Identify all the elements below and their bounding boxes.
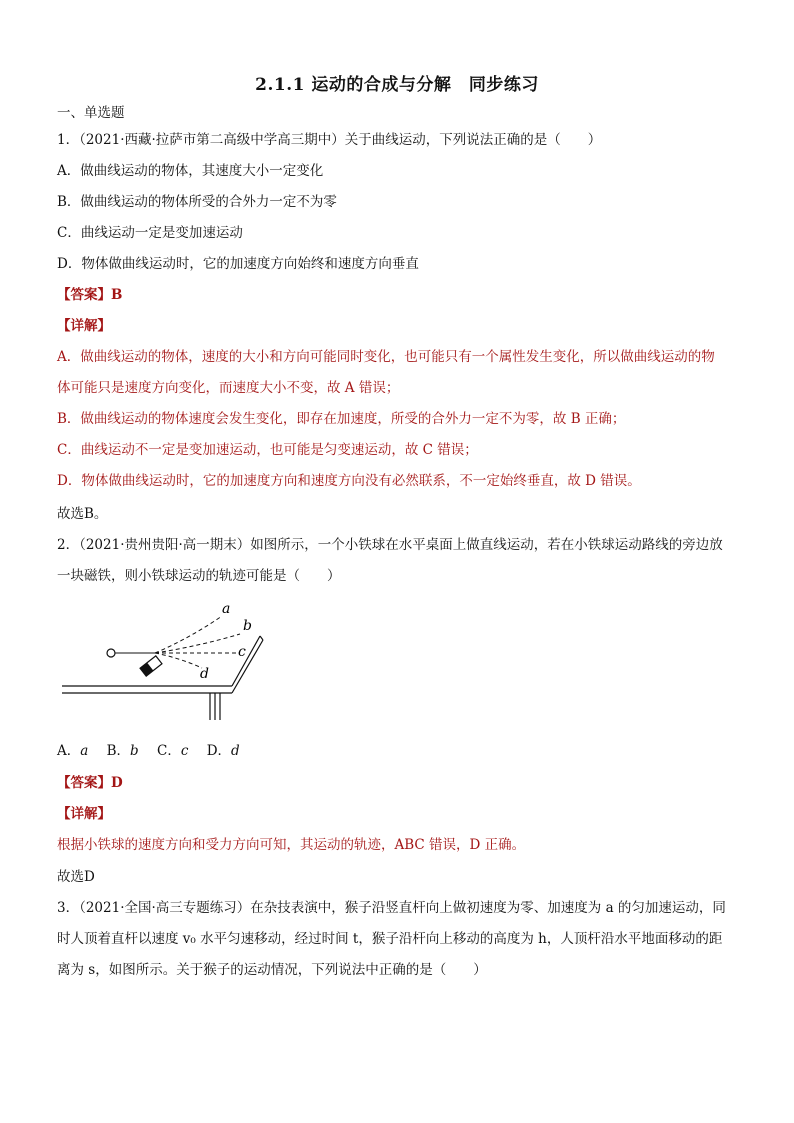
label-c: c (238, 644, 246, 660)
q2-stem-line: 一块磁铁，则小铁球运动的轨迹可能是（ ） (57, 568, 341, 584)
q1-explanation-line: C．曲线运动不一定是变加速运动，也可能是匀变速运动，故 C 错误； (57, 442, 478, 458)
label-b: b (243, 618, 252, 634)
q1-explanation-line: B．做曲线运动的物体速度会发生变化，即存在加速度，所受的合外力一定不为零，故 B 正确； (57, 411, 626, 427)
q3-stem-line: 离为 s，如图所示。关于猴子的运动情况，下列说法中正确的是（ ） (57, 962, 487, 978)
q1-detail-label: 【详解】 (57, 318, 111, 334)
table-magnet-figure (60, 598, 275, 723)
trajectory-d (155, 653, 202, 668)
label-a: a (222, 601, 231, 617)
magnet (140, 656, 162, 676)
q2-option-d: D．d (206, 743, 240, 759)
q1-conclusion: 故选B。 (57, 506, 108, 522)
label-d: d (200, 666, 209, 682)
section-heading: 一、单选题 (57, 105, 125, 121)
table-edge-side (232, 636, 260, 686)
q2-option-b: B．b (106, 743, 139, 759)
q1-answer: 【答案】B (57, 287, 123, 303)
q1-explanation-line: A．做曲线运动的物体，速度的大小和方向可能同时变化，也可能只有一个属性发生变化，所以做曲线运动的物 (57, 349, 715, 365)
q1-option-a: A．做曲线运动的物体，其速度大小一定变化 (57, 163, 324, 179)
q2-conclusion: 故选D (57, 869, 95, 885)
q3-stem-line: 时人顶着直杆以速度 v₀ 水平匀速移动，经过时间 t，猴子沿杆向上移动的高度为 h，人顶杆沿水平地面移动的距 (57, 931, 723, 947)
q1-option-d: D．物体做曲线运动时，它的加速度方向始终和速度方向垂直 (57, 256, 419, 272)
q1-stem: 1．（2021·西藏·拉萨市第二高级中学高三期中）关于曲线运动，下列说法正确的是（ ） (57, 132, 602, 148)
q2-answer: 【答案】D (57, 775, 123, 791)
q1-explanation-line: D．物体做曲线运动时，它的加速度方向和速度方向没有必然联系，不一定始终垂直，故 D 错误。 (57, 473, 641, 489)
q2-option-a: A．a (57, 743, 89, 759)
iron-ball (107, 649, 115, 657)
q3-stem-line: 3．（2021·全国·高三专题练习）在杂技表演中，猴子沿竖直杆向上做初速度为零、加速度为 a 的匀加速运动，同 (57, 900, 726, 916)
q2-explanation: 根据小铁球的速度方向和受力方向可知，其运动的轨迹，ABC 错误，D 正确。 (57, 837, 526, 853)
q2-stem-line: 2．（2021·贵州贵阳·高一期末）如图所示，一个小铁球在水平桌面上做直线运动，若在小铁球运动路线的旁边放 (57, 537, 723, 553)
page-title: 2.1.1 运动的合成与分解 同步练习 (255, 75, 539, 95)
table-edge-side-bottom (232, 640, 263, 693)
q2-option-c: C．c (156, 743, 189, 759)
q1-option-c: C．曲线运动一定是变加速运动 (57, 225, 243, 241)
q1-option-b: B．做曲线运动的物体所受的合外力一定不为零 (57, 194, 337, 210)
q1-explanation-line: 体可能只是速度方向变化，而速度大小不变，故 A 错误； (57, 380, 400, 396)
trajectory-b (155, 634, 240, 653)
trajectory-a (155, 616, 222, 653)
q2-detail-label: 【详解】 (57, 806, 111, 822)
q2-options (57, 742, 254, 760)
